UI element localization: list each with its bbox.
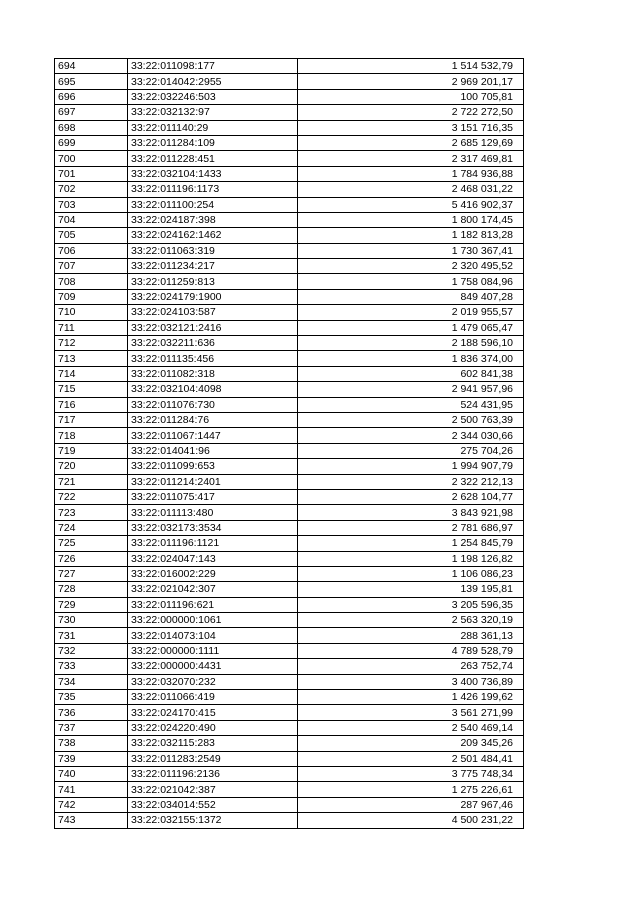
row-number-cell: 720 [55,459,128,474]
row-number-cell: 715 [55,382,128,397]
table-row [55,443,524,458]
row-number-cell: 705 [55,228,128,243]
table-row [55,135,524,150]
row-number-cell: 696 [55,89,128,104]
row-number-cell: 717 [55,412,128,427]
cadastral-value-cell: 1 254 845,79 [298,536,524,551]
table-row [55,505,524,520]
cadastral-value-cell: 209 345,26 [298,736,524,751]
cadastral-value-cell: 263 752,74 [298,659,524,674]
row-number-cell: 706 [55,243,128,258]
cadastral-value-cell: 100 705,81 [298,89,524,104]
cadastral-number-cell: 33:22:011066:419 [128,690,298,705]
cadastral-value-cell: 1 275 226,61 [298,782,524,797]
table-row [55,305,524,320]
cadastral-number-cell: 33:22:032104:4098 [128,382,298,397]
row-number-cell: 718 [55,428,128,443]
cadastral-number-cell: 33:22:011113:480 [128,505,298,520]
table-row [55,797,524,812]
table-row [55,705,524,720]
row-number-cell: 734 [55,674,128,689]
cadastral-number-cell: 33:22:032246:503 [128,89,298,104]
table-row [55,659,524,674]
cadastral-number-cell: 33:22:021042:307 [128,582,298,597]
cadastral-value-cell: 2 019 955,57 [298,305,524,320]
cadastral-number-cell: 33:22:024220:490 [128,720,298,735]
cadastral-number-cell: 33:22:024103:587 [128,305,298,320]
cadastral-number-cell: 33:22:032173:3534 [128,520,298,535]
cadastral-number-cell: 33:22:011283:2549 [128,751,298,766]
row-number-cell: 695 [55,74,128,89]
cadastral-value-cell: 1 784 936,88 [298,166,524,181]
cadastral-value-cell: 1 730 367,41 [298,243,524,258]
table-row [55,166,524,181]
row-number-cell: 714 [55,366,128,381]
row-number-cell: 742 [55,797,128,812]
cadastral-number-cell: 33:22:014042:2955 [128,74,298,89]
cadastral-number-cell: 33:22:024162:1462 [128,228,298,243]
cadastral-number-cell: 33:22:011259:813 [128,274,298,289]
cadastral-value-cell: 602 841,38 [298,366,524,381]
cadastral-number-cell: 33:22:021042:387 [128,782,298,797]
cadastral-number-cell: 33:22:034014:552 [128,797,298,812]
row-number-cell: 722 [55,489,128,504]
table-row [55,120,524,135]
row-number-cell: 738 [55,736,128,751]
cadastral-value-cell: 3 561 271,99 [298,705,524,720]
cadastral-number-cell: 33:22:032115:283 [128,736,298,751]
table-row [55,597,524,612]
table-row [55,782,524,797]
cadastral-number-cell: 33:22:024179:1900 [128,289,298,304]
cadastral-number-cell: 33:22:011082:318 [128,366,298,381]
table-row [55,813,524,828]
cadastral-number-cell: 33:22:011214:2401 [128,474,298,489]
cadastral-value-cell: 3 775 748,34 [298,766,524,781]
cadastral-number-cell: 33:22:011196:1173 [128,182,298,197]
cadastral-value-cell: 1 106 086,23 [298,566,524,581]
cadastral-number-cell: 33:22:011100:254 [128,197,298,212]
cadastral-value-cell: 1 836 374,00 [298,351,524,366]
table-row [55,736,524,751]
row-number-cell: 727 [55,566,128,581]
table-row [55,289,524,304]
cadastral-number-cell: 33:22:011234:217 [128,259,298,274]
cadastral-number-cell: 33:22:024170:415 [128,705,298,720]
cadastral-number-cell: 33:22:032104:1433 [128,166,298,181]
row-number-cell: 728 [55,582,128,597]
table-row [55,628,524,643]
cadastral-value-cell: 1 479 065,47 [298,320,524,335]
row-number-cell: 724 [55,520,128,535]
cadastral-number-cell: 33:22:000000:4431 [128,659,298,674]
table-row [55,336,524,351]
cadastral-value-cell: 2 501 484,41 [298,751,524,766]
row-number-cell: 729 [55,597,128,612]
table-row [55,536,524,551]
table-row [55,520,524,535]
cadastral-value-cell: 2 344 030,66 [298,428,524,443]
row-number-cell: 703 [55,197,128,212]
cadastral-number-cell: 33:22:011067:1447 [128,428,298,443]
cadastral-value-cell: 2 722 272,50 [298,105,524,120]
row-number-cell: 702 [55,182,128,197]
cadastral-number-cell: 33:22:011196:621 [128,597,298,612]
cadastral-number-cell: 33:22:032132:97 [128,105,298,120]
cadastral-value-cell: 2 969 201,17 [298,74,524,89]
row-number-cell: 732 [55,643,128,658]
cadastral-value-cell: 3 205 596,35 [298,597,524,612]
table-row [55,643,524,658]
cadastral-number-cell: 33:22:011228:451 [128,151,298,166]
cadastral-value-cell: 2 628 104,77 [298,489,524,504]
row-number-cell: 701 [55,166,128,181]
cadastral-number-cell: 33:22:000000:1061 [128,613,298,628]
row-number-cell: 739 [55,751,128,766]
cadastral-value-cell: 3 151 716,35 [298,120,524,135]
row-number-cell: 730 [55,613,128,628]
row-number-cell: 710 [55,305,128,320]
cadastral-number-cell: 33:22:011075:417 [128,489,298,504]
cadastral-value-cell: 2 685 129,69 [298,135,524,150]
cadastral-number-cell: 33:22:014041:96 [128,443,298,458]
cadastral-value-cell: 2 540 469,14 [298,720,524,735]
row-number-cell: 733 [55,659,128,674]
table-row [55,259,524,274]
row-number-cell: 700 [55,151,128,166]
table-row [55,428,524,443]
table-row [55,151,524,166]
cadastral-value-cell: 2 188 596,10 [298,336,524,351]
row-number-cell: 711 [55,320,128,335]
row-number-cell: 697 [55,105,128,120]
table-row [55,613,524,628]
row-number-cell: 719 [55,443,128,458]
table-row [55,551,524,566]
cadastral-value-cell: 2 563 320,19 [298,613,524,628]
cadastral-number-cell: 33:22:011196:1121 [128,536,298,551]
table-row [55,412,524,427]
table-row [55,489,524,504]
cadastral-value-cell: 287 967,46 [298,797,524,812]
cadastral-number-cell: 33:22:032211:636 [128,336,298,351]
cadastral-value-cell: 2 322 212,13 [298,474,524,489]
cadastral-value-cell: 4 789 528,79 [298,643,524,658]
cadastral-number-cell: 33:22:024187:398 [128,212,298,227]
row-number-cell: 741 [55,782,128,797]
table-row [55,474,524,489]
cadastral-value-cell: 288 361,13 [298,628,524,643]
cadastral-number-cell: 33:22:011140:29 [128,120,298,135]
cadastral-value-cell: 4 500 231,22 [298,813,524,828]
table-row [55,366,524,381]
row-number-cell: 708 [55,274,128,289]
table-row [55,674,524,689]
table-row [55,720,524,735]
table-row [55,59,524,74]
table-row [55,582,524,597]
cadastral-number-cell: 33:22:000000:1111 [128,643,298,658]
cadastral-number-cell: 33:22:011098:177 [128,59,298,74]
table-row [55,690,524,705]
row-number-cell: 721 [55,474,128,489]
cadastral-value-cell: 849 407,28 [298,289,524,304]
cadastral-number-cell: 33:22:032155:1372 [128,813,298,828]
cadastral-value-cell: 524 431,95 [298,397,524,412]
cadastral-number-cell: 33:22:014073:104 [128,628,298,643]
row-number-cell: 731 [55,628,128,643]
table-row [55,751,524,766]
row-number-cell: 736 [55,705,128,720]
table-row [55,382,524,397]
row-number-cell: 726 [55,551,128,566]
row-number-cell: 694 [55,59,128,74]
cadastral-value-cell: 1 800 174,45 [298,212,524,227]
cadastral-number-cell: 33:22:016002:229 [128,566,298,581]
cadastral-value-cell: 1 994 907,79 [298,459,524,474]
row-number-cell: 698 [55,120,128,135]
cadastral-value-cell: 1 426 199,62 [298,690,524,705]
table-row [55,212,524,227]
row-number-cell: 743 [55,813,128,828]
cadastral-value-cell: 2 941 957,96 [298,382,524,397]
cadastral-value-cell: 1 514 532,79 [298,59,524,74]
row-number-cell: 704 [55,212,128,227]
cadastral-number-cell: 33:22:032070:232 [128,674,298,689]
cadastral-value-cell: 139 195,81 [298,582,524,597]
table-row [55,197,524,212]
cadastral-number-cell: 33:22:011099:653 [128,459,298,474]
cadastral-value-cell: 3 400 736,89 [298,674,524,689]
table-row [55,89,524,104]
row-number-cell: 713 [55,351,128,366]
table-row [55,566,524,581]
cadastral-value-cell: 2 781 686,97 [298,520,524,535]
cadastral-value-table [54,58,524,829]
table-row [55,243,524,258]
cadastral-number-cell: 33:22:011063:319 [128,243,298,258]
row-number-cell: 723 [55,505,128,520]
table-row [55,105,524,120]
table-row [55,351,524,366]
row-number-cell: 716 [55,397,128,412]
cadastral-value-cell: 2 320 495,52 [298,259,524,274]
table-row [55,182,524,197]
table-row [55,228,524,243]
row-number-cell: 735 [55,690,128,705]
cadastral-number-cell: 33:22:032121:2416 [128,320,298,335]
table-body [55,59,524,829]
cadastral-value-cell: 1 198 126,82 [298,551,524,566]
cadastral-value-cell: 2 500 763,39 [298,412,524,427]
cadastral-value-cell: 2 468 031,22 [298,182,524,197]
cadastral-number-cell: 33:22:011076:730 [128,397,298,412]
row-number-cell: 725 [55,536,128,551]
row-number-cell: 699 [55,135,128,150]
table-row [55,397,524,412]
cadastral-number-cell: 33:22:011284:109 [128,135,298,150]
row-number-cell: 737 [55,720,128,735]
row-number-cell: 709 [55,289,128,304]
row-number-cell: 740 [55,766,128,781]
table-row [55,74,524,89]
table-row [55,274,524,289]
table-row [55,459,524,474]
cadastral-value-cell: 1 758 084,96 [298,274,524,289]
row-number-cell: 707 [55,259,128,274]
cadastral-value-cell: 1 182 813,28 [298,228,524,243]
cadastral-number-cell: 33:22:024047:143 [128,551,298,566]
row-number-cell: 712 [55,336,128,351]
cadastral-value-cell: 3 843 921,98 [298,505,524,520]
table-row [55,766,524,781]
cadastral-value-cell: 5 416 902,37 [298,197,524,212]
table-row [55,320,524,335]
cadastral-number-cell: 33:22:011196:2136 [128,766,298,781]
cadastral-value-cell: 275 704,26 [298,443,524,458]
cadastral-number-cell: 33:22:011135:456 [128,351,298,366]
cadastral-value-cell: 2 317 469,81 [298,151,524,166]
cadastral-number-cell: 33:22:011284:76 [128,412,298,427]
